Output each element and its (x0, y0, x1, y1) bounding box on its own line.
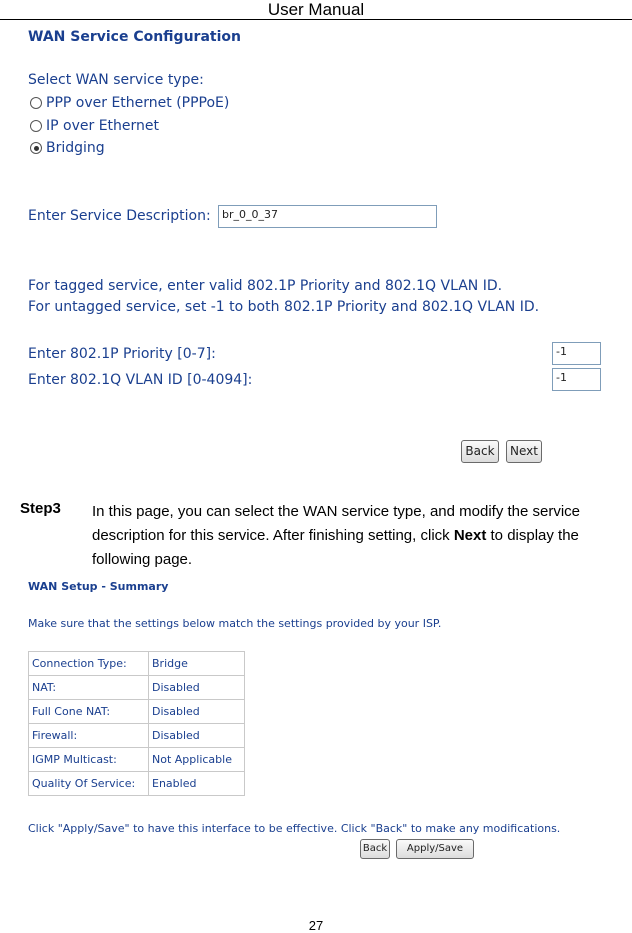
vlan-input[interactable]: -1 (552, 368, 601, 391)
table-row (29, 652, 245, 676)
step-text-after: to display the following page. (92, 527, 579, 568)
wan-config-title: WAN Service Configuration (28, 29, 241, 45)
row-key: IGMP Multicast: (29, 748, 149, 772)
tagged-note: For tagged service, enter valid 802.1P Priority and 802.1Q VLAN ID. (28, 278, 503, 294)
radio-bridging-button[interactable] (30, 142, 42, 154)
row-value: Not Applicable (149, 748, 245, 772)
summary-table (28, 651, 245, 796)
table-row (29, 748, 245, 772)
document-header: User Manual (267, 0, 365, 19)
row-key: NAT: (29, 676, 149, 700)
header-rule (20, 19, 612, 20)
summary-back-button[interactable]: Back (360, 839, 390, 859)
row-key: Quality Of Service: (29, 772, 149, 796)
step-description (92, 500, 632, 572)
back-button[interactable]: Back (461, 440, 499, 463)
table-row (29, 724, 245, 748)
row-value: Disabled (149, 676, 245, 700)
apply-save-button[interactable]: Apply/Save (396, 839, 474, 859)
header-rule-right (612, 19, 632, 20)
step-text-before: In this page, you can select the WAN service type, and modify the service description for this service. After finishing setting, click (92, 503, 581, 544)
priority-input[interactable]: -1 (552, 342, 601, 365)
radio-bridging[interactable] (30, 140, 105, 156)
radio-ipoe[interactable] (30, 118, 159, 134)
table-row (29, 700, 245, 724)
untagged-note: For untagged service, set -1 to both 802.1P Priority and 802.1Q VLAN ID. (28, 299, 540, 315)
row-key: Connection Type: (29, 652, 149, 676)
service-desc-input[interactable]: br_0_0_37 (218, 205, 437, 228)
table-row (29, 772, 245, 796)
radio-pppoe-button[interactable] (30, 97, 42, 109)
page-number: 27 (308, 918, 324, 933)
radio-pppoe[interactable] (30, 95, 229, 111)
step-label: Step3 (20, 500, 61, 517)
radio-pppoe-label: PPP over Ethernet (PPPoE) (46, 95, 230, 111)
service-desc-label: Enter Service Description: (28, 208, 211, 224)
summary-intro: Make sure that the settings below match the settings provided by your ISP. (28, 617, 442, 630)
row-key: Firewall: (29, 724, 149, 748)
row-value: Disabled (149, 724, 245, 748)
row-value: Disabled (149, 700, 245, 724)
vlan-label: Enter 802.1Q VLAN ID [0-4094]: (28, 372, 253, 388)
summary-title: WAN Setup - Summary (28, 580, 169, 593)
row-value: Enabled (149, 772, 245, 796)
step-text-bold: Next (453, 527, 487, 544)
header-rule-left (0, 19, 20, 20)
priority-label: Enter 802.1P Priority [0-7]: (28, 346, 216, 362)
radio-bridging-label: Bridging (46, 140, 105, 156)
select-service-label: Select WAN service type: (28, 72, 204, 88)
radio-ipoe-label: IP over Ethernet (46, 118, 159, 134)
row-key: Full Cone NAT: (29, 700, 149, 724)
table-row (29, 676, 245, 700)
row-value: Bridge (149, 652, 245, 676)
radio-ipoe-button[interactable] (30, 120, 42, 132)
summary-footer: Click "Apply/Save" to have this interface to be effective. Click "Back" to make any modifications. (28, 822, 561, 835)
next-button[interactable]: Next (506, 440, 542, 463)
